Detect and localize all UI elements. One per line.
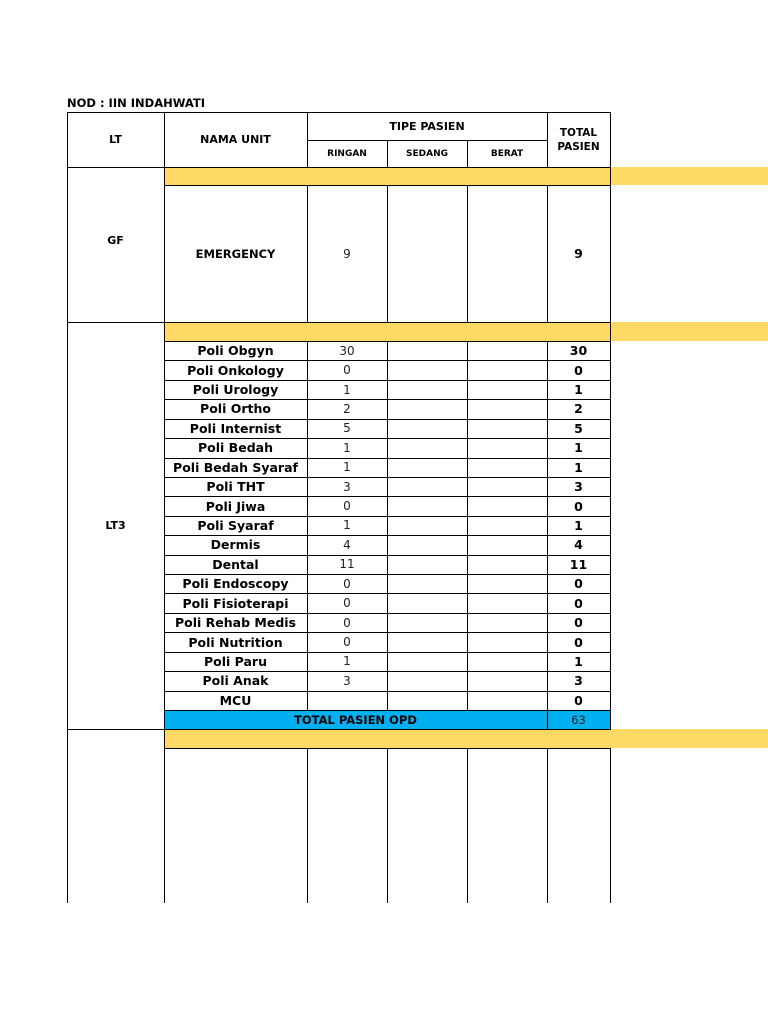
- lt3-row-berat: [467, 652, 547, 671]
- lt3-row-ringan: 1: [343, 518, 351, 533]
- lt3-row-total: 4: [574, 537, 583, 553]
- lt3-row-sedang: [387, 632, 467, 651]
- lt3-row-berat: [467, 341, 547, 360]
- lt3-row-total: 5: [574, 420, 583, 436]
- grid-line: [467, 185, 468, 322]
- lt3-row-berat: [467, 477, 547, 496]
- lt3-row-unit: Poli Rehab Medis: [175, 615, 296, 631]
- gf-section-band: [164, 167, 768, 185]
- lt3-row-sedang: [387, 652, 467, 671]
- grid-line: [547, 185, 548, 322]
- header-total-pasien: [547, 112, 610, 167]
- lt3-row-sedang: [387, 458, 467, 477]
- lt3-row-ringan: 0: [343, 363, 351, 378]
- lt3-row-ringan: 0: [343, 576, 351, 591]
- lt3-row-total: 0: [574, 692, 583, 708]
- grid-line: [467, 748, 468, 903]
- lt3-row-berat: [467, 419, 547, 438]
- grid-line: [164, 112, 165, 903]
- grid-line: [67, 322, 611, 323]
- lt3-row-ringan: 30: [339, 343, 355, 358]
- lt3-row-berat: [467, 691, 547, 710]
- lt3-row-berat: [467, 574, 547, 593]
- lt3-row-ringan: 5: [343, 421, 351, 436]
- lt3-row-ringan: 1: [343, 460, 351, 475]
- grid-line: [164, 729, 611, 730]
- lt3-row-sedang: [387, 593, 467, 612]
- lt3-row-sedang: [387, 691, 467, 710]
- lt3-row-total: 0: [574, 362, 583, 378]
- lt3-row-total: 3: [574, 673, 583, 689]
- lt3-row-sedang: [387, 496, 467, 515]
- lt3-row-ringan: 3: [343, 479, 351, 494]
- gf-total: 9: [574, 246, 583, 261]
- gf-berat: [467, 185, 547, 322]
- lt3-row-sedang: [387, 380, 467, 399]
- lt3-row-sedang: [387, 399, 467, 418]
- lt3-row-berat: [467, 360, 547, 379]
- header-ringan: RINGAN: [327, 148, 367, 159]
- lt3-row-sedang: [387, 671, 467, 690]
- lt3-row-unit: Poli Anak: [202, 673, 269, 689]
- grid-line: [307, 140, 548, 141]
- grid-line: [164, 710, 611, 711]
- total-opd-value: 63: [571, 712, 586, 727]
- lt3-row-ringan: 4: [343, 537, 351, 552]
- lt3-row-total: 1: [574, 382, 583, 398]
- lt3-row-ringan: 0: [343, 635, 351, 649]
- lt3-row-sedang: [387, 360, 467, 379]
- lt3-row-berat: [467, 399, 547, 418]
- lt3-row-unit: Poli Nutrition: [188, 634, 283, 650]
- lt3-row-unit: Poli Obgyn: [197, 343, 274, 359]
- lt3-row-unit: Dermis: [210, 537, 261, 553]
- lt3-row-berat: [467, 516, 547, 535]
- grid-line: [547, 710, 548, 729]
- lt3-row-total: 0: [574, 576, 583, 592]
- grid-line: [467, 140, 468, 167]
- grid-line: [610, 112, 611, 185]
- lt3-row-berat: [467, 613, 547, 632]
- lt3-row-unit: Poli Jiwa: [205, 498, 266, 514]
- grid-line: [547, 341, 548, 710]
- lt3-row-total: 0: [574, 595, 583, 611]
- lt3-row-total: 3: [574, 479, 583, 495]
- lt3-row-berat: [467, 496, 547, 515]
- header-tipe-pasien: TIPE PASIEN: [389, 119, 465, 133]
- grid-line: [67, 112, 611, 113]
- grid-line: [387, 140, 388, 167]
- grid-line: [307, 112, 308, 167]
- lt3-row-ringan: [307, 691, 387, 710]
- grid-line: [387, 185, 388, 322]
- grid-line: [610, 748, 611, 903]
- grid-line: [467, 341, 468, 710]
- gf-sedang: [387, 185, 467, 322]
- lt3-row-unit: Poli Urology: [192, 382, 279, 398]
- lt3-lt-label: LT3: [105, 519, 126, 532]
- lt3-row-sedang: [387, 341, 467, 360]
- lt3-row-unit: Poli Fisioterapi: [182, 595, 289, 611]
- lt3-row-sedang: [387, 419, 467, 438]
- lt3-row-total: 1: [574, 653, 583, 669]
- grid-line: [67, 112, 68, 903]
- header-sedang: SEDANG: [406, 148, 448, 159]
- lt3-row-berat: [467, 555, 547, 574]
- lt3-row-total: 2: [574, 401, 583, 417]
- lt3-row-unit: Poli Internist: [189, 420, 282, 436]
- lt3-section-band: [164, 322, 768, 341]
- lt3-row-sedang: [387, 535, 467, 554]
- lt3-row-ringan: 0: [343, 596, 351, 611]
- lt3-row-ringan: 1: [343, 382, 351, 397]
- lt3-row-ringan: 3: [343, 673, 351, 688]
- header-berat: BERAT: [490, 148, 524, 159]
- lt3-row-total: 0: [574, 498, 583, 514]
- nod-label: NOD : IIN INDAHWATI: [67, 96, 206, 110]
- lt3-row-ringan: 1: [343, 440, 351, 455]
- lt3-row-unit: Dental: [212, 556, 259, 572]
- lt3-row-unit: Poli THT: [206, 479, 265, 495]
- grid-line: [307, 748, 308, 903]
- header-nama-unit: NAMA UNIT: [200, 133, 271, 146]
- lt3-row-unit: Poli Paru: [204, 653, 267, 669]
- lt3-row-ringan: 0: [343, 499, 351, 514]
- lt3-row-sedang: [387, 438, 467, 457]
- lt3-row-unit: Poli Bedah: [198, 440, 273, 456]
- lt3-row-sedang: [387, 516, 467, 535]
- lt3-row-unit: MCU: [219, 692, 252, 708]
- gf-ringan: 9: [343, 246, 351, 261]
- grid-line: [307, 185, 308, 322]
- lt3-row-unit: Poli Bedah Syaraf: [173, 459, 298, 475]
- lt3-row-sedang: [387, 555, 467, 574]
- grid-line: [67, 729, 165, 730]
- lt3-row-unit: Poli Endoscopy: [182, 576, 289, 592]
- lt3-row-unit: Poli Ortho: [200, 401, 271, 417]
- lt3-row-total: 1: [574, 459, 583, 475]
- grid-line: [387, 341, 388, 710]
- lt3-row-total: 1: [574, 517, 583, 533]
- grid-line: [547, 112, 548, 167]
- next-section-band: [164, 729, 768, 748]
- lt3-row-berat: [467, 535, 547, 554]
- lt3-row-ringan: 1: [343, 654, 351, 669]
- lt3-row-berat: [467, 458, 547, 477]
- lt3-row-unit: Poli Syaraf: [197, 517, 274, 533]
- lt3-row-berat: [467, 671, 547, 690]
- grid-line: [67, 167, 611, 168]
- lt3-row-total: 30: [569, 343, 588, 359]
- lt3-row-total: 1: [574, 440, 583, 456]
- lt3-row-sedang: [387, 477, 467, 496]
- header-lt: LT: [109, 133, 122, 146]
- grid-line: [547, 748, 548, 903]
- lt3-row-total: 11: [569, 556, 588, 572]
- lt3-row-sedang: [387, 613, 467, 632]
- lt3-row-berat: [467, 632, 547, 651]
- lt3-row-berat: [467, 438, 547, 457]
- lt3-row-berat: [467, 593, 547, 612]
- lt3-row-ringan: 2: [343, 401, 351, 416]
- lt3-row-ringan: 11: [339, 557, 355, 572]
- grid-line: [610, 185, 611, 729]
- grid-line: [307, 341, 308, 710]
- gf-unit: EMERGENCY: [195, 246, 276, 261]
- lt3-row-sedang: [387, 574, 467, 593]
- lt3-row-ringan: 0: [343, 615, 351, 630]
- gf-lt-label: GF: [107, 234, 124, 247]
- header-total-line1: TOTAL: [559, 126, 598, 139]
- lt3-row-total: 0: [574, 634, 583, 650]
- lt3-row-berat: [467, 380, 547, 399]
- lt3-row-unit: Poli Onkology: [187, 362, 284, 378]
- lt3-row-total: 0: [574, 615, 583, 631]
- header-total-line2: PASIEN: [557, 140, 600, 153]
- total-opd-label: TOTAL PASIEN OPD: [294, 712, 417, 727]
- grid-line: [387, 748, 388, 903]
